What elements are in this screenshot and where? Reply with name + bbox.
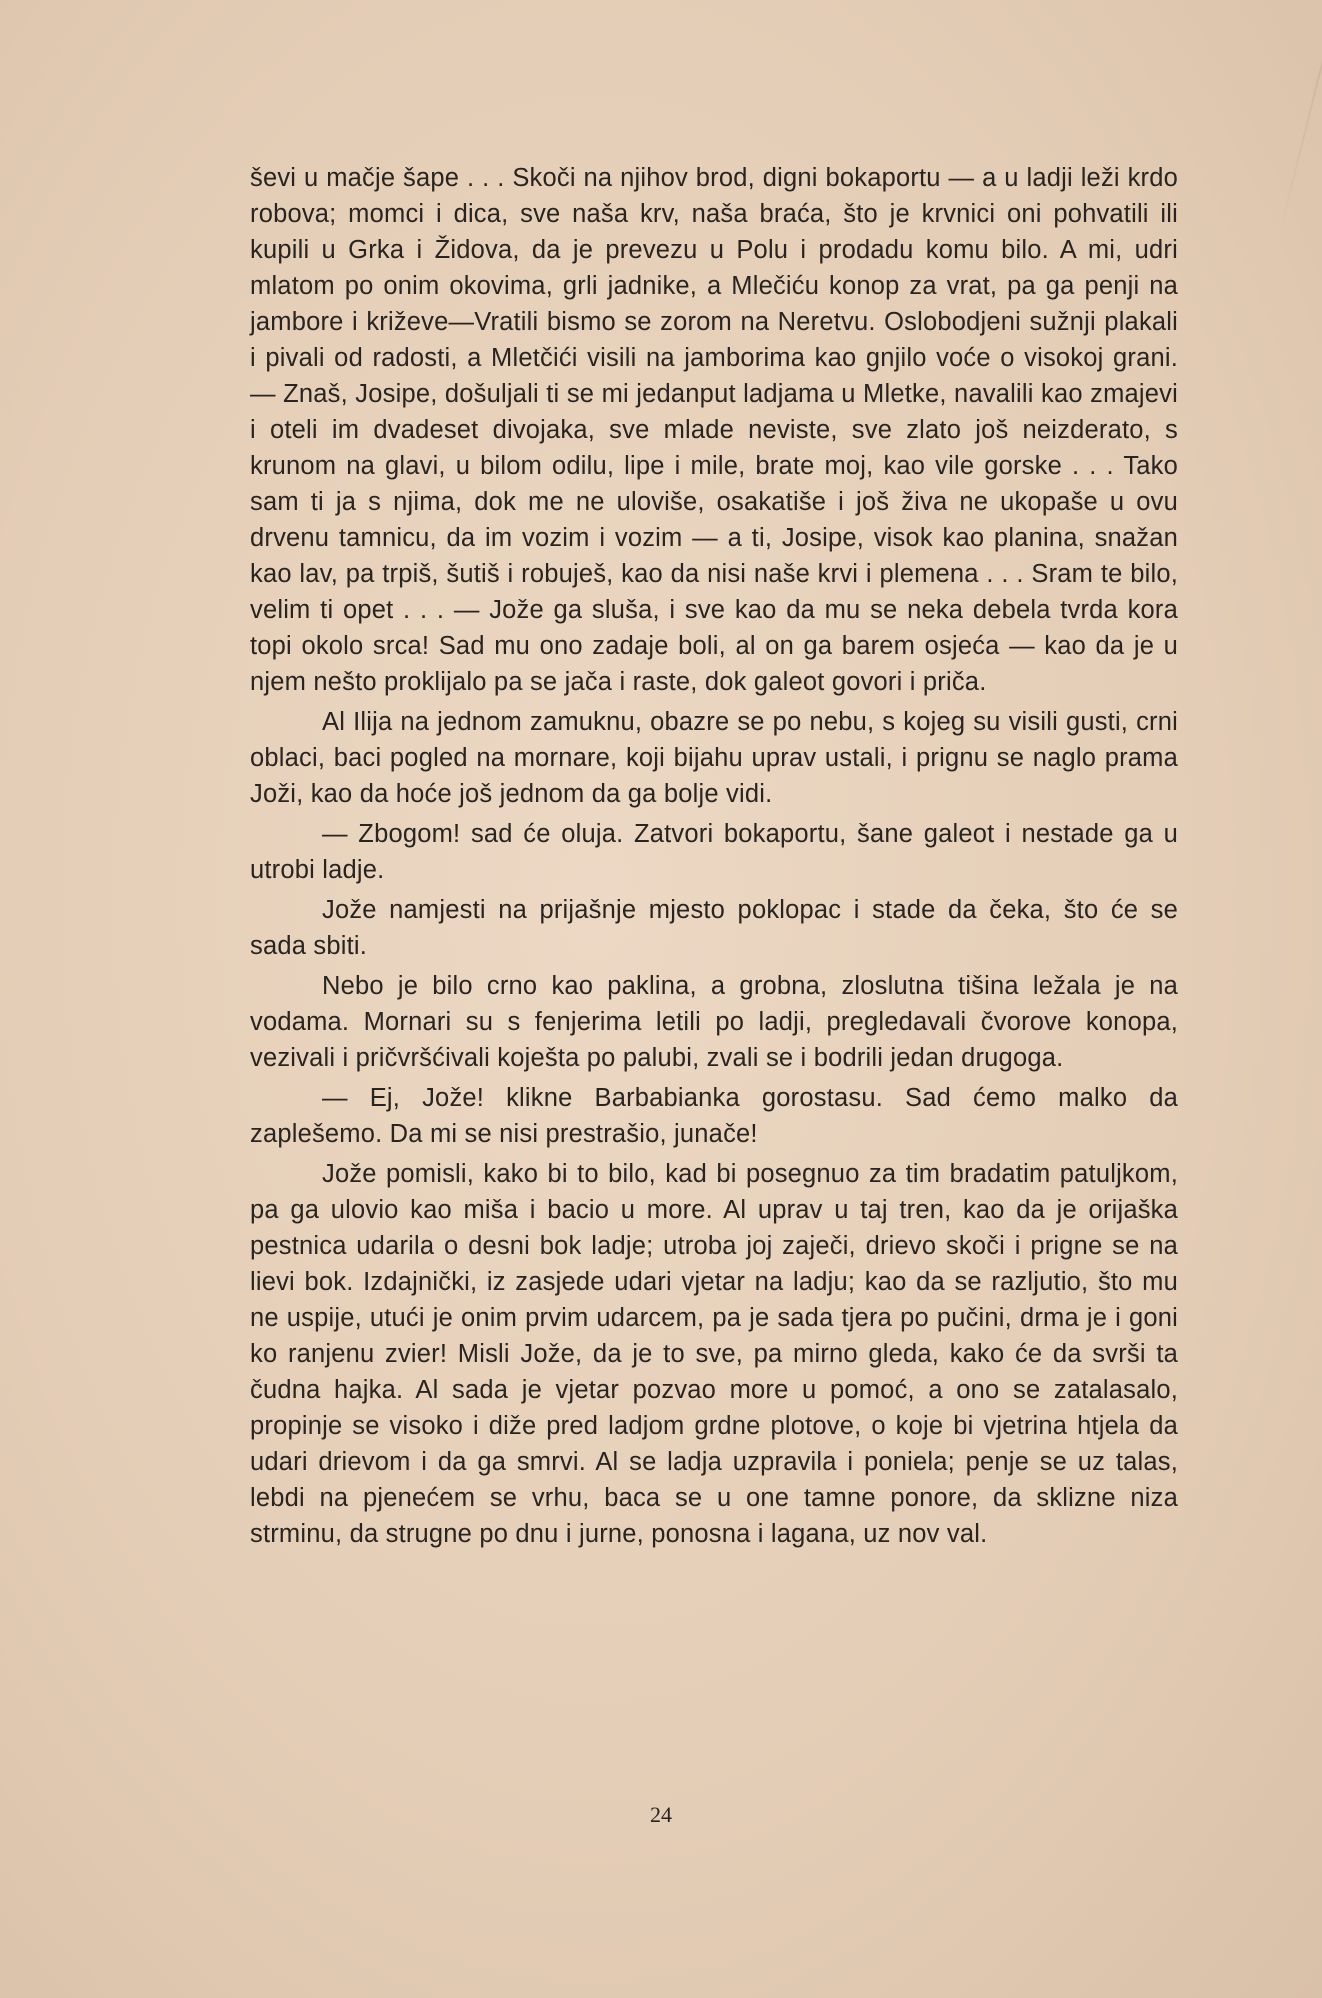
paragraph-4: Jože namjesti na prijašnje mjesto poklopac i stade da čeka, što će se sada sbiti.	[250, 896, 1178, 960]
paragraph-7: Jože pomisli, kako bi to bilo, kad bi posegnuo za tim bradatim patuljkom, pa ga ulovio kao miša i bacio u more. Al uprav u taj tren, kao da je orijaška pestnica udarila o desni bok ladje; utroba joj zaječi, drievo skoči i prigne se na lievi bok. Izdajnički, iz zasjede udari vjetar na ladju; kao da se razljutio, što mu ne uspije, utući je onim prvim udarcem, pa je sada tjera po pučini, drma je i goni ko ranjenu zvier! Misli Jože, da je to sve, pa mirno gleda, kako će da svrši ta čudna hajka. Al sada je vjetar pozvao more u pomoć, a ono se zatalasalo, propinje se visoko i diže pred ladjom grdne plotove, o koje bi vjetrina htjela da udari drievom i da ga smrvi. Al se ladja uzpravila i poniela; penje se uz talas, lebdi na pjenećem se vrhu, baca se u one tamne ponore, da sklizne niza strminu, da strugne po dnu i jurne, ponosna i lagana, uz nov val.	[250, 1160, 1178, 1548]
paragraph-5: Nebo je bilo crno kao paklina, a grobna, zloslutna tišina ležala je na vodama. Mornari su s fenjerima letili po ladji, pregledavali čvorove konopa, vezivali i pričvršćivali koješta po palubi, zvali se i bodrili jedan drugoga.	[250, 972, 1178, 1072]
body-text	[250, 160, 1178, 1552]
paragraph-2: Al Ilija na jednom zamuknu, obazre se po nebu, s kojeg su visili gusti, crni oblaci, baci pogled na mornare, koji bijahu uprav ustali, i prignu se naglo prama Joži, kao da hoće još jednom da ga bolje vidi.	[250, 708, 1178, 808]
paragraph-1: ševi u mačje šape . . . Skoči na njihov brod, digni bokaportu — a u ladji leži krdo robova; momci i dica, sve naša krv, naša braća, što je krvnici oni pohvatili ili kupili u Grka i Židova, da je prevezu u Polu i prodadu komu bilo. A mi, udri mlatom po onim okovima, grli jadnike, a Mlečiću konop za vrat, pa ga penji na jambore i križeve—Vratili bismo se zorom na Neretvu. Oslobodjeni sužnji plakali i pivali od radosti, a Mletčići visili na jamborima kao gnjilo voće o visokoj grani. — Znaš, Josipe, došuljali ti se mi jedanput ladjama u Mletke, navalili kao zmajevi i oteli im dvadeset divojaka, sve mlade neviste, sve zlato još neizderato, s krunom na glavi, u bilom odilu, lipe i mile, brate moj, kao vile gorske . . . Tako sam ti ja s njima, dok me ne uloviše, osakatiše i još živa ne ukopaše u ovu drvenu tamnicu, da im vozim i vozim — a ti, Josipe, visok kao planina, snažan kao lav, pa trpiš, šutiš i robuješ, kao da nisi naše krvi i plemena . . . Sram te bilo, velim ti opet . . . — Jože ga sluša, i sve kao da mu se neka debela tvrda kora topi okolo srca! Sad mu ono zadaje boli, al on ga barem osjeća — kao da je u njem nešto proklijalo pa se jača i raste, dok galeot govori i priča.	[250, 164, 1178, 696]
paragraph-3: — Zbogom! sad će oluja. Zatvori bokaportu, šane galeot i nestade ga u utrobi ladje.	[250, 820, 1178, 884]
page-number: 24	[650, 1802, 672, 1827]
paragraph-6: — Ej, Jože! klikne Barbabianka gorostasu. Sad ćemo malko da zaplešemo. Da mi se nisi prestrašio, junače!	[250, 1084, 1178, 1148]
page-crease	[1278, 43, 1322, 238]
